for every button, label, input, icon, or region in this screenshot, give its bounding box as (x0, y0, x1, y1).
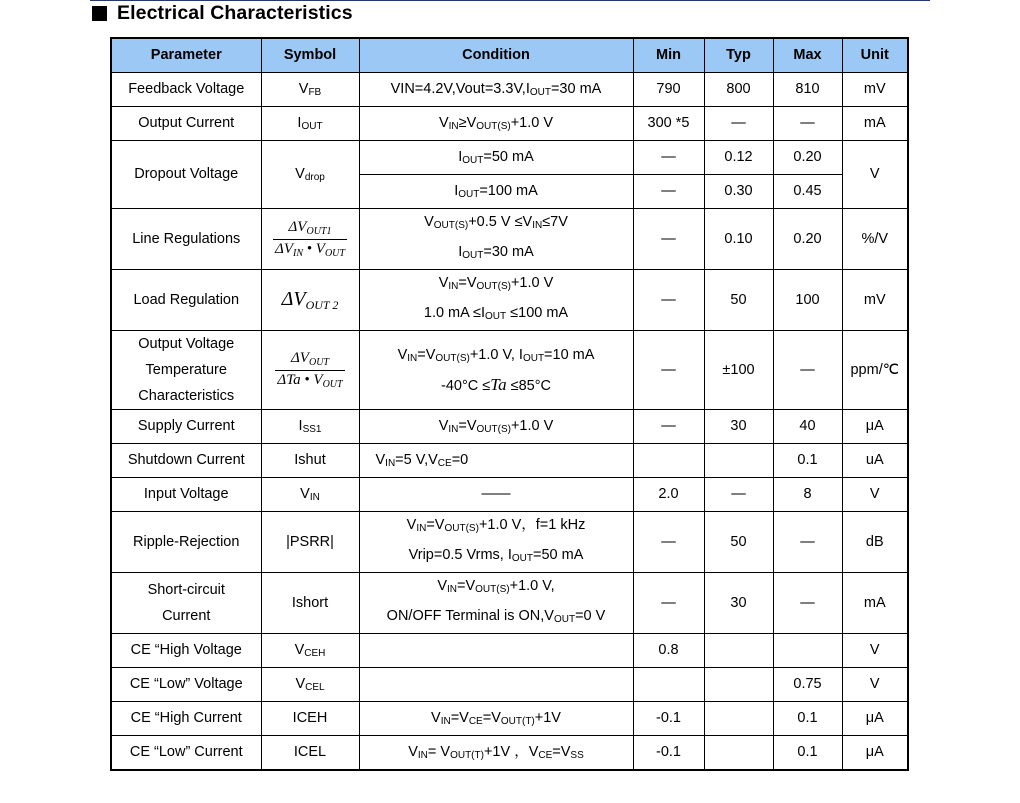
frac-text: ΔV (275, 240, 294, 257)
cond-text: =30 mA (483, 244, 534, 260)
cond-text: =V (458, 417, 477, 434)
cond-sub: CE (538, 749, 553, 761)
symbol-cell: ICEL (261, 736, 359, 770)
symbol-sub: CEH (304, 647, 326, 659)
cond-text: =30 mA (550, 80, 602, 97)
symbol-main: V (300, 485, 310, 502)
min-cell: — (633, 175, 704, 209)
frac-sub: OUT (322, 378, 343, 390)
cond-text: +1V ，V (483, 743, 539, 760)
condition-cell (359, 107, 633, 141)
min-cell (633, 668, 704, 702)
table-row (111, 270, 908, 331)
unit-cell: μA (842, 410, 908, 444)
cond-text: +1.0 V，f=1 kHz (478, 517, 586, 533)
cond-text: =V (458, 275, 477, 291)
cond-text: +1.0 V (510, 275, 554, 291)
max-cell: 810 (773, 73, 842, 107)
min-cell: — (633, 573, 704, 634)
cond-text: +1V (534, 709, 561, 726)
symbol-cell (261, 668, 359, 702)
condition-cell (359, 331, 633, 410)
symbol-main: I (297, 114, 302, 131)
min-cell: — (633, 410, 704, 444)
max-cell: — (773, 331, 842, 410)
cond-text: V (437, 578, 448, 594)
unit-cell: μA (842, 702, 908, 736)
symbol-cell: Ishort (261, 573, 359, 634)
min-cell: — (633, 209, 704, 270)
condition-cell (359, 175, 633, 209)
unit-cell: %/V (842, 209, 908, 270)
cond-sub: OUT (458, 188, 480, 200)
cond-text: V (375, 451, 386, 468)
symbol-main: I (298, 417, 303, 434)
cond-sub: CE (437, 457, 452, 469)
cond-text: I (458, 244, 463, 260)
cond-text: I (458, 148, 463, 165)
fraction-numerator (273, 219, 347, 240)
condition-cell (359, 270, 633, 331)
cond-sub: OUT(S) (476, 423, 511, 435)
symbol-sub: IN (309, 491, 320, 503)
typ-cell: 50 (704, 270, 773, 331)
cond-line (360, 603, 633, 633)
param-cell: Dropout Voltage (111, 141, 261, 209)
symbol-fraction (273, 219, 347, 259)
frac-text: ΔTa • V (277, 371, 323, 388)
fraction-numerator (275, 350, 344, 371)
param-cell: CE “High Voltage (111, 634, 261, 668)
typ-cell: 800 (704, 73, 773, 107)
typ-cell: 30 (704, 573, 773, 634)
condition-cell (359, 444, 633, 478)
max-cell: 0.20 (773, 141, 842, 175)
cond-text: V (397, 346, 408, 363)
condition-cell (359, 410, 633, 444)
cond-sub: IN (416, 523, 427, 534)
cond-text: V (408, 743, 418, 760)
condition-cell (359, 573, 633, 634)
cond-sub: IN (417, 749, 428, 761)
unit-cell: mV (842, 270, 908, 331)
cond-text: ≤7V (542, 214, 568, 230)
cond-text: =0 (451, 451, 469, 468)
frac-sub: IN (293, 247, 304, 259)
frac-sub: OUT1 (306, 226, 332, 237)
cond-line (360, 209, 633, 239)
table-row (111, 668, 908, 702)
frac-sub: OUT (308, 357, 329, 368)
cond-sub: IN (385, 457, 396, 469)
max-cell: — (773, 107, 842, 141)
cond-line (360, 512, 633, 542)
cond-sub: OUT(S) (433, 220, 469, 231)
typ-cell (704, 634, 773, 668)
cond-sub: IN (440, 715, 451, 727)
table-row (111, 444, 908, 478)
typ-cell: 0.12 (704, 141, 773, 175)
max-cell: 8 (773, 478, 842, 512)
square-bullet-icon (92, 6, 107, 21)
unit-cell: dB (842, 512, 908, 573)
table-row (111, 209, 908, 270)
unit-cell: V (842, 478, 908, 512)
symbol-sub: OUT (301, 120, 323, 132)
header-typ: Typ (704, 38, 773, 73)
cond-text: V (438, 275, 449, 291)
symbol-sub: CEL (305, 681, 325, 693)
max-cell: 0.45 (773, 175, 842, 209)
unit-cell: mV (842, 73, 908, 107)
cond-sub: IN (448, 281, 459, 292)
header-symbol: Symbol (261, 38, 359, 73)
cond-sub: OUT (553, 614, 576, 625)
cond-text: V (431, 709, 441, 726)
param-cell: Feedback Voltage (111, 73, 261, 107)
max-cell: — (773, 573, 842, 634)
condition-cell (359, 209, 633, 270)
header-min: Min (633, 38, 704, 73)
symbol-main: V (295, 165, 305, 182)
cond-text: =0 V (575, 608, 606, 624)
cond-text: +0.5 V ≤V (468, 214, 533, 230)
table-row (111, 573, 908, 634)
fraction-denominator (273, 240, 347, 260)
table-row (111, 141, 908, 175)
unit-cell: V (842, 634, 908, 668)
cond-line (360, 372, 633, 399)
condition-cell (359, 702, 633, 736)
cond-text: +1.0 V (510, 417, 554, 434)
cond-sub: IN (532, 220, 543, 231)
unit-cell: V (842, 668, 908, 702)
cond-text: V (424, 214, 434, 230)
unit-cell: uA (842, 444, 908, 478)
cond-sub: OUT(S) (444, 523, 479, 534)
table-row (111, 634, 908, 668)
max-cell: 100 (773, 270, 842, 331)
symbol-cell (261, 410, 359, 444)
condition-cell (359, 512, 633, 573)
cond-text: I (454, 182, 459, 199)
param-cell: Supply Current (111, 410, 261, 444)
frac-text: ΔV (291, 350, 309, 366)
cond-sub: OUT (462, 154, 484, 166)
condition-cell (359, 634, 633, 668)
min-cell: 790 (633, 73, 704, 107)
symbol-sub: OUT 2 (305, 297, 339, 312)
cond-sub: IN (448, 423, 459, 435)
cond-sub: IN (447, 584, 458, 595)
typ-cell: — (704, 478, 773, 512)
param-cell: Line Regulations (111, 209, 261, 270)
section-heading (92, 1, 353, 25)
symbol-cell (261, 107, 359, 141)
max-cell: 0.1 (773, 444, 842, 478)
header-condition: Condition (359, 38, 633, 73)
cond-text: ≤85°C (506, 377, 551, 394)
cond-text: -40°C ≤ (440, 377, 491, 394)
header-parameter: Parameter (111, 38, 261, 73)
cond-text: Vrip=0.5 Vrms, I (408, 547, 512, 563)
cond-line (360, 542, 633, 572)
typ-cell: 30 (704, 410, 773, 444)
max-cell: 0.1 (773, 702, 842, 736)
symbol-cell (261, 634, 359, 668)
cond-text: ≥V (458, 114, 477, 131)
condition-cell (359, 73, 633, 107)
cond-text: =V (482, 709, 501, 726)
frac-sub: OUT (324, 247, 345, 259)
cond-text: +1.0 V, I (469, 346, 523, 363)
cond-text: = V (427, 743, 451, 760)
cond-text: +1.0 V, (509, 578, 555, 594)
min-cell: — (633, 512, 704, 573)
min-cell: — (633, 141, 704, 175)
cond-sub: OUT (529, 86, 551, 98)
cond-text: =V (426, 517, 445, 533)
min-cell: 0.8 (633, 634, 704, 668)
table-row (111, 736, 908, 770)
table-row (111, 512, 908, 573)
cond-text: VIN=4.2V,Vout=3.3V,I (390, 80, 530, 97)
cond-text: =V (450, 709, 469, 726)
typ-cell: 0.30 (704, 175, 773, 209)
frac-text: • V (303, 240, 325, 257)
unit-cell: V (842, 141, 908, 209)
min-cell: 2.0 (633, 478, 704, 512)
symbol-cell (261, 331, 359, 410)
cond-sub: OUT(S) (475, 584, 510, 595)
cond-text: =V (457, 578, 476, 594)
param-line: Current (162, 608, 211, 624)
cond-line (360, 239, 633, 269)
cond-text: =V (417, 346, 436, 363)
table-row (111, 410, 908, 444)
cond-sub: OUT(S) (476, 281, 511, 292)
cond-ta: Ta (490, 374, 507, 394)
min-cell (633, 444, 704, 478)
typ-cell: 0.10 (704, 209, 773, 270)
symbol-cell: ICEH (261, 702, 359, 736)
cond-sub: IN (407, 352, 418, 364)
param-cell: CE “Low” Voltage (111, 668, 261, 702)
table-row (111, 73, 908, 107)
typ-cell: ±100 (704, 331, 773, 410)
symbol-cell (261, 73, 359, 107)
condition-cell: —— (359, 478, 633, 512)
cond-text: =10 mA (544, 346, 595, 363)
symbol-cell: Ishut (261, 444, 359, 478)
header-max: Max (773, 38, 842, 73)
symbol-main: V (298, 80, 309, 97)
cond-sub: OUT(T) (500, 715, 535, 727)
cond-text: =5 V,V (395, 451, 438, 468)
typ-cell: — (704, 107, 773, 141)
cond-sub: CE (468, 715, 483, 727)
cond-text: V (406, 517, 417, 533)
min-cell: — (633, 270, 704, 331)
symbol-sub: FB (308, 86, 322, 98)
typ-cell (704, 444, 773, 478)
cond-sub: OUT(T) (450, 749, 484, 761)
cond-text: 1.0 mA ≤I (423, 305, 486, 321)
table-row (111, 107, 908, 141)
unit-cell: ppm/℃ (842, 331, 908, 410)
cond-sub: OUT (462, 250, 484, 261)
cond-text: =50 mA (533, 547, 584, 563)
unit-cell: μA (842, 736, 908, 770)
min-cell: -0.1 (633, 736, 704, 770)
symbol-cell (261, 270, 359, 331)
cond-sub: OUT (485, 311, 507, 322)
cond-text: ON/OFF Terminal is ON,V (386, 608, 554, 624)
typ-cell (704, 702, 773, 736)
cond-line (360, 300, 633, 330)
condition-cell (359, 141, 633, 175)
max-cell: 0.1 (773, 736, 842, 770)
max-cell: 40 (773, 410, 842, 444)
fraction-denominator (275, 371, 344, 391)
symbol-cell (261, 209, 359, 270)
param-cell (111, 573, 261, 634)
min-cell: — (633, 331, 704, 410)
param-cell: CE “High Current (111, 702, 261, 736)
typ-cell (704, 668, 773, 702)
cond-line (360, 270, 633, 300)
cond-line (360, 342, 633, 372)
cond-sub: SS (570, 749, 584, 761)
table-row (111, 331, 908, 410)
param-cell: Shutdown Current (111, 444, 261, 478)
table-row (111, 702, 908, 736)
condition-cell (359, 668, 633, 702)
max-cell: 0.75 (773, 668, 842, 702)
typ-cell: 50 (704, 512, 773, 573)
symbol-main: ΔV (281, 287, 306, 310)
cond-sub: IN (448, 120, 459, 132)
table-header-row (111, 38, 908, 73)
cond-text: =V (552, 743, 571, 760)
cond-text: =50 mA (483, 148, 534, 165)
param-cell: CE “Low” Current (111, 736, 261, 770)
cond-text: =100 mA (479, 182, 538, 199)
param-cell: Load Regulation (111, 270, 261, 331)
unit-cell: mA (842, 107, 908, 141)
cond-line (360, 573, 633, 603)
symbol-sub: SS1 (302, 423, 322, 435)
symbol-fraction (275, 350, 344, 390)
symbol-cell (261, 141, 359, 209)
cond-text: V (438, 417, 449, 434)
param-line: Output Voltage (138, 336, 235, 352)
symbol-cell (261, 478, 359, 512)
min-cell: -0.1 (633, 702, 704, 736)
symbol-cell: |PSRR| (261, 512, 359, 573)
min-cell: 300 *5 (633, 107, 704, 141)
symbol-main: V (295, 675, 306, 692)
typ-cell (704, 736, 773, 770)
electrical-characteristics-table (110, 37, 909, 771)
cond-sub: OUT(S) (476, 120, 511, 132)
frac-text: ΔV (288, 219, 307, 235)
cond-sub: OUT(S) (435, 352, 470, 364)
param-cell: Output Current (111, 107, 261, 141)
param-cell (111, 331, 261, 410)
cond-text: ≤100 mA (506, 305, 569, 321)
max-cell (773, 634, 842, 668)
symbol-sub: drop (304, 171, 325, 183)
section-title: Electrical Characteristics (117, 1, 353, 24)
cond-sub: OUT (522, 352, 545, 364)
unit-cell: mA (842, 573, 908, 634)
table-row (111, 478, 908, 512)
param-line: Characteristics (138, 388, 235, 404)
max-cell: 0.20 (773, 209, 842, 270)
symbol-expression (282, 288, 339, 310)
param-line: Short-circuit (147, 582, 225, 598)
cond-text: +1.0 V (510, 114, 554, 131)
max-cell: — (773, 512, 842, 573)
param-cell: Ripple-Rejection (111, 512, 261, 573)
param-cell: Input Voltage (111, 478, 261, 512)
symbol-main: V (294, 641, 305, 658)
cond-sub: OUT (511, 553, 533, 564)
header-unit: Unit (842, 38, 908, 73)
param-line: Temperature (145, 362, 227, 378)
condition-cell (359, 736, 633, 770)
cond-text: V (438, 114, 449, 131)
